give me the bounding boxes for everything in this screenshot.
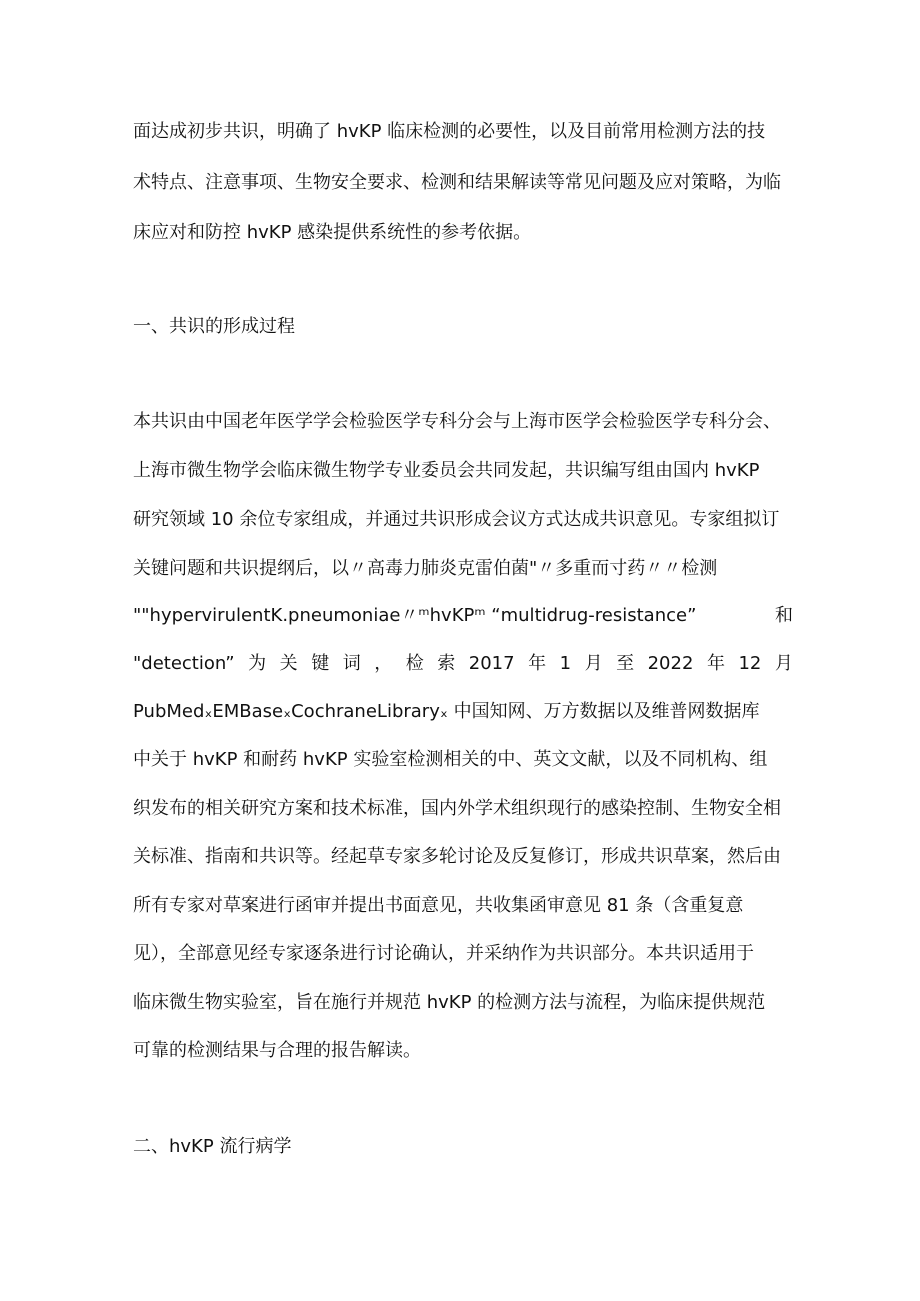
paragraph-line: 所有专家对草案进行函审并提出书面意见，共收集函审意见 81 条（含重复意 bbox=[133, 895, 744, 916]
section-heading: 一、共识的形成过程 bbox=[133, 316, 295, 337]
keyword-token: 2017 bbox=[468, 653, 515, 674]
paragraph-line: PubMedₓEMBaseₓCochraneLibraryₓ 中国知网、万方数据以及维普网数据库 bbox=[133, 701, 760, 722]
paragraph-line: 术特点、注意事项、生物安全要求、检测和结果解读等常见问题及应对策略，为临 bbox=[133, 172, 781, 193]
paragraph-line: 中关于 hvKP 和耐药 hvKP 实验室检测相关的中、英文文献，以及不同机构、组 bbox=[133, 749, 768, 770]
paragraph-line-tail: 和 bbox=[775, 605, 793, 626]
keyword-token: 年 bbox=[706, 653, 725, 674]
paragraph-line bbox=[133, 652, 793, 676]
keyword-token: 月 bbox=[584, 653, 603, 674]
keyword-token: 关 bbox=[279, 653, 298, 674]
paragraph-line-text: "detection” bbox=[133, 653, 235, 674]
paragraph-line: 临床微生物实验室，旨在施行并规范 hvKP 的检测方法与流程，为临床提供规范 bbox=[133, 992, 766, 1013]
keyword-token: ， bbox=[374, 653, 393, 674]
keyword-token: 词 bbox=[342, 653, 361, 674]
keyword-token: 1 bbox=[559, 653, 572, 674]
paragraph-line: 本共识由中国老年医学学会检验医学专科分会与上海市医学会检验医学专科分会、 bbox=[133, 411, 781, 432]
paragraph-line-text: ""hypervirulentK.pneumoniae〃ᵐhvKPᵐ “multidrug-resistance” bbox=[133, 605, 697, 626]
keyword-token: 至 bbox=[616, 653, 635, 674]
keyword-token: 键 bbox=[311, 653, 330, 674]
paragraph-line: 可靠的检测结果与合理的报告解读。 bbox=[133, 1040, 421, 1061]
paragraph-line: 织发布的相关研究方案和技术标准，国内外学术组织现行的感染控制、生物安全相 bbox=[133, 798, 781, 819]
keyword-token: 月 bbox=[774, 653, 793, 674]
paragraph-line: 关键问题和共识提纲后，以〃高毒力肺炎克雷伯菌"〃多重而寸药〃〃检测 bbox=[133, 558, 718, 579]
keyword-token: 为 bbox=[248, 653, 267, 674]
section-heading: 二、hvKP 流行病学 bbox=[133, 1136, 292, 1157]
keyword-token: 12 bbox=[738, 653, 762, 674]
paragraph-line: 面达成初步共识，明确了 hvKP 临床检测的必要性，以及目前常用检测方法的技 bbox=[133, 121, 766, 142]
paragraph-line: 上海市微生物学会临床微生物学专业委员会共同发起，共识编写组由国内 hvKP bbox=[133, 460, 760, 481]
keyword-token: 检 bbox=[405, 653, 424, 674]
paragraph-line bbox=[133, 604, 793, 628]
paragraph-line: 见），全部意见经专家逐条进行讨论确认，并采纳作为共识部分。本共识适用于 bbox=[133, 943, 754, 964]
paragraph-line: 研究领域 10 余位专家组成，并通过共识形成会议方式达成共识意见。专家组拟订 bbox=[133, 509, 780, 530]
keyword-token: 2022 bbox=[647, 653, 694, 674]
keyword-token: 年 bbox=[528, 653, 547, 674]
paragraph-line: 床应对和防控 hvKP 感染提供系统性的参考依据。 bbox=[133, 222, 532, 243]
keyword-token: 索 bbox=[437, 653, 456, 674]
paragraph-line: 关标准、指南和共识等。经起草专家多轮讨论及反复修订，形成共识草案，然后由 bbox=[133, 846, 781, 867]
